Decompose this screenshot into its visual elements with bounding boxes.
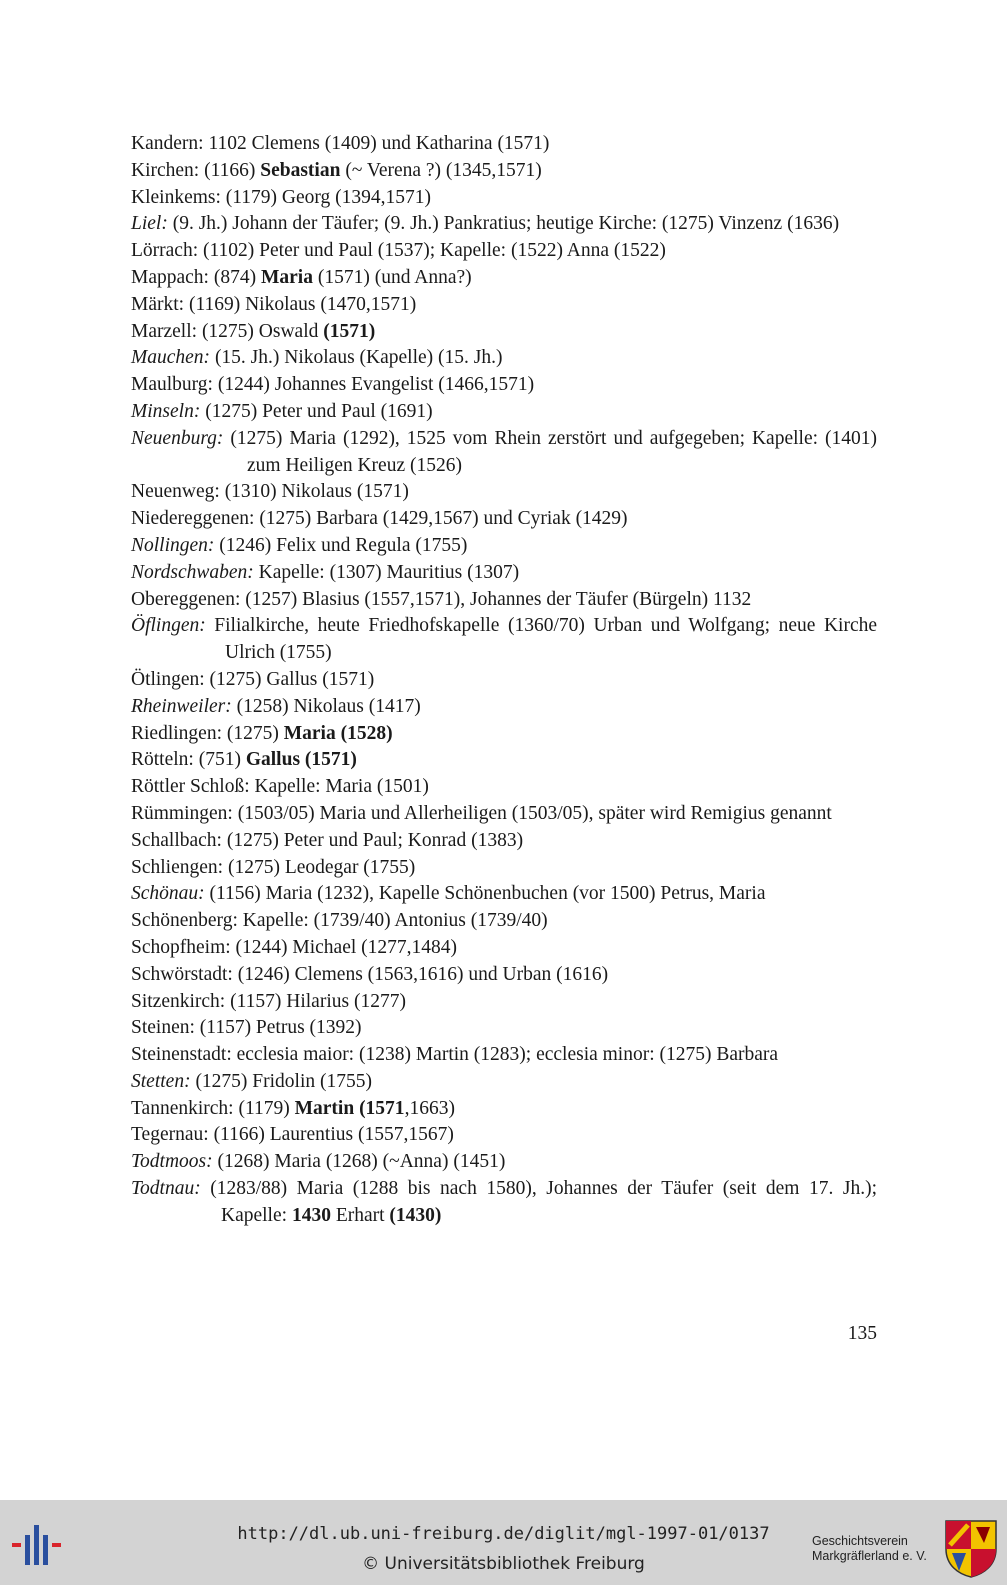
entry-text: Kapelle: (1307) Mauritius (1307)	[253, 561, 520, 583]
list-item	[131, 747, 877, 774]
entry-text: Maria	[260, 266, 313, 288]
entry-text: (1571)	[323, 320, 376, 342]
entry-text: (1275) Barbara (1429,1567) und Cyriak (1429)	[254, 508, 628, 530]
entry-text: 1430	[291, 1204, 331, 1226]
list-item	[131, 1042, 877, 1069]
place-name: Neuenweg:	[131, 481, 220, 503]
entry-text: (1166)	[199, 159, 261, 181]
entry-text: Filialkirche, heute Friedhofskapelle (1360/70) Urban und Wolfgang; neue Kirche Ulrich (1755)	[205, 615, 877, 664]
entry-text: (9. Jh.) Johann der Täufer; (9. Jh.) Pankratius; heutige Kirche: (1275) Vinzenz (1636)	[167, 213, 840, 235]
place-name: Märkt:	[131, 293, 185, 315]
place-name: Rheinweiler:	[131, 695, 232, 717]
entry-text: (1157) Petrus (1392)	[194, 1017, 362, 1039]
list-item	[131, 292, 877, 319]
list-item	[131, 185, 877, 212]
list-item	[131, 533, 877, 560]
entry-text: Kapelle: (1739/40) Antonius (1739/40)	[237, 910, 548, 932]
entry-text: (1571) (und Anna?)	[312, 266, 472, 288]
entry-text: (1310) Nikolaus (1571)	[219, 481, 409, 503]
place-name: Schallbach:	[131, 829, 222, 851]
list-item	[131, 721, 877, 748]
entry-text: (1246) Felix und Regula (1755)	[214, 534, 468, 556]
place-name: Riedlingen:	[131, 722, 222, 744]
list-item	[131, 1176, 877, 1230]
footer-url-link[interactable]: http://dl.ub.uni-freiburg.de/diglit/mgl-1997-01/0137	[237, 1524, 770, 1544]
footer-copyright: © Universitätsbibliothek Freiburg	[362, 1554, 645, 1574]
list-item	[131, 158, 877, 185]
place-name: Todtnau:	[131, 1178, 201, 1200]
entry-text: (1157) Hilarius (1277)	[225, 990, 406, 1012]
list-item	[131, 131, 877, 158]
list-item	[131, 319, 877, 346]
place-name: Marzell:	[131, 320, 198, 342]
entry-text: Sebastian	[260, 159, 341, 181]
entry-text: Martin (1571	[294, 1097, 405, 1119]
place-name: Minseln:	[131, 400, 201, 422]
place-name: Liel:	[131, 213, 168, 235]
place-name: Kandern:	[131, 133, 204, 154]
entry-text: (1275) Fridolin (1755)	[190, 1070, 373, 1092]
list-item	[131, 667, 877, 694]
list-item	[131, 1069, 877, 1096]
entry-text: (1102) Peter und Paul (1537); Kapelle: (1522) Anna (1522)	[198, 240, 666, 262]
place-name: Rümmingen:	[131, 802, 233, 824]
entry-text: (1275)	[222, 722, 284, 744]
entry-text: (1275) Peter und Paul; Konrad (1383)	[221, 829, 524, 851]
place-name: Schopfheim:	[131, 936, 231, 958]
place-name: Neuenburg:	[131, 427, 224, 449]
entry-text: Gallus (1571)	[245, 749, 357, 771]
place-name: Maulburg:	[131, 374, 213, 396]
place-name: Lörrach:	[131, 240, 199, 262]
entry-text: (1275) Peter und Paul (1691)	[200, 400, 433, 422]
entry-text: (1179) Georg (1394,1571)	[220, 186, 432, 208]
list-item	[131, 962, 877, 989]
entry-text: (1246) Clemens (1563,1616) und Urban (1616)	[232, 963, 609, 985]
list-item	[131, 238, 877, 265]
place-name: Mappach:	[131, 266, 209, 288]
list-item	[131, 855, 877, 882]
place-name: Tannenkirch:	[131, 1097, 234, 1119]
entry-text: Kapelle: Maria (1501)	[249, 776, 429, 798]
list-item	[131, 908, 877, 935]
entry-text: (1275) Maria (1292), 1525 vom Rhein zerstört und aufgegeben; Kapelle: (1401) zum Heiligen Kreuz (1526)	[223, 427, 877, 476]
entry-text: (874)	[208, 266, 261, 288]
list-item	[131, 345, 877, 372]
entry-text: (1169) Nikolaus (1470,1571)	[184, 293, 417, 315]
list-item	[131, 1015, 877, 1042]
entry-text: (1156) Maria (1232), Kapelle Schönenbuchen (vor 1500) Petrus, Maria	[204, 883, 766, 905]
place-name: Nollingen:	[131, 534, 215, 556]
list-item	[131, 560, 877, 587]
list-item	[131, 935, 877, 962]
place-name: Niedereggenen:	[131, 508, 255, 530]
entry-text: Erhart	[330, 1204, 390, 1226]
place-name: Schönenberg:	[131, 910, 238, 932]
list-item	[131, 801, 877, 828]
list-item	[131, 211, 877, 238]
entry-text: (1275) Gallus (1571)	[204, 668, 375, 690]
list-item	[131, 506, 877, 533]
entry-text: (1430)	[389, 1204, 442, 1226]
list-item	[131, 774, 877, 801]
place-name: Rötteln:	[131, 749, 194, 771]
entry-text: (1503/05) Maria und Allerheiligen (1503/05), später wird Remigius genannt	[232, 802, 832, 824]
list-item	[131, 372, 877, 399]
entry-text: (751)	[193, 749, 246, 771]
entry-text: ecclesia maior: (1238) Martin (1283); ecclesia minor: (1275) Barbara	[231, 1044, 779, 1066]
place-name: Mauchen:	[131, 347, 211, 369]
entry-text: (1275) Leodegar (1755)	[223, 856, 416, 878]
list-item	[131, 694, 877, 721]
place-name: Sitzenkirch:	[131, 990, 226, 1012]
place-name: Kirchen:	[131, 159, 200, 181]
place-name: Stetten:	[131, 1070, 191, 1092]
place-name: Schwörstadt:	[131, 963, 233, 985]
list-item	[131, 587, 877, 614]
entry-text: (~ Verena ?) (1345,1571)	[340, 159, 542, 181]
list-item	[131, 989, 877, 1016]
list-item	[131, 1122, 877, 1149]
list-item	[131, 265, 877, 292]
entry-text: (1244) Johannes Evangelist (1466,1571)	[212, 374, 535, 396]
place-name: Schliengen:	[131, 856, 224, 878]
entry-text: (1275) Oswald	[197, 320, 324, 342]
page-number: 135	[847, 1323, 877, 1344]
society-name-line-2: Markgräflerland e. V.	[812, 1549, 927, 1563]
list-item	[131, 426, 877, 480]
list-item	[131, 881, 877, 908]
entry-text: (1244) Michael (1277,1484)	[230, 936, 458, 958]
place-name: Schönau:	[131, 883, 205, 905]
entry-text: (1283/88) Maria (1288 bis nach 1580), Johannes der Täufer (seit dem 17. Jh.); Kapelle:	[200, 1178, 877, 1226]
place-name: Röttler Schloß:	[131, 776, 250, 798]
list-item	[131, 479, 877, 506]
entry-text: (1258) Nikolaus (1417)	[231, 695, 421, 717]
place-name: Steinen:	[131, 1017, 195, 1039]
entry-text: (1179)	[233, 1097, 295, 1119]
entry-text: ,1663)	[404, 1097, 455, 1119]
place-name: Ötlingen:	[131, 668, 205, 690]
coat-of-arms-icon	[944, 1519, 998, 1579]
entry-text: (15. Jh.) Nikolaus (Kapelle) (15. Jh.)	[210, 347, 503, 369]
church-list	[131, 131, 877, 1230]
society-name	[812, 1534, 927, 1564]
entry-text: (1257) Blasius (1557,1571), Johannes der Täufer (Bürgeln) 1132	[240, 588, 752, 610]
list-item	[131, 828, 877, 855]
entry-text: Maria (1528)	[283, 722, 393, 744]
entry-text: (1166) Laurentius (1557,1567)	[208, 1124, 454, 1146]
entry-text: (1268) Maria (1268) (~Anna) (1451)	[212, 1151, 506, 1173]
place-name: Tegernau:	[131, 1124, 209, 1146]
list-item	[131, 1096, 877, 1123]
list-item	[131, 613, 877, 667]
society-name-line-1: Geschichtsverein	[812, 1534, 908, 1548]
list-item	[131, 1149, 877, 1176]
list-item	[131, 399, 877, 426]
place-name: Öflingen:	[131, 615, 206, 637]
place-name: Steinenstadt:	[131, 1044, 232, 1066]
place-name: Obereggenen:	[131, 588, 241, 610]
place-name: Todtmoos:	[131, 1151, 213, 1173]
place-name: Kleinkems:	[131, 186, 221, 208]
entry-text: 1102 Clemens (1409) und Katharina (1571)	[203, 133, 550, 154]
place-name: Nordschwaben:	[131, 561, 254, 583]
